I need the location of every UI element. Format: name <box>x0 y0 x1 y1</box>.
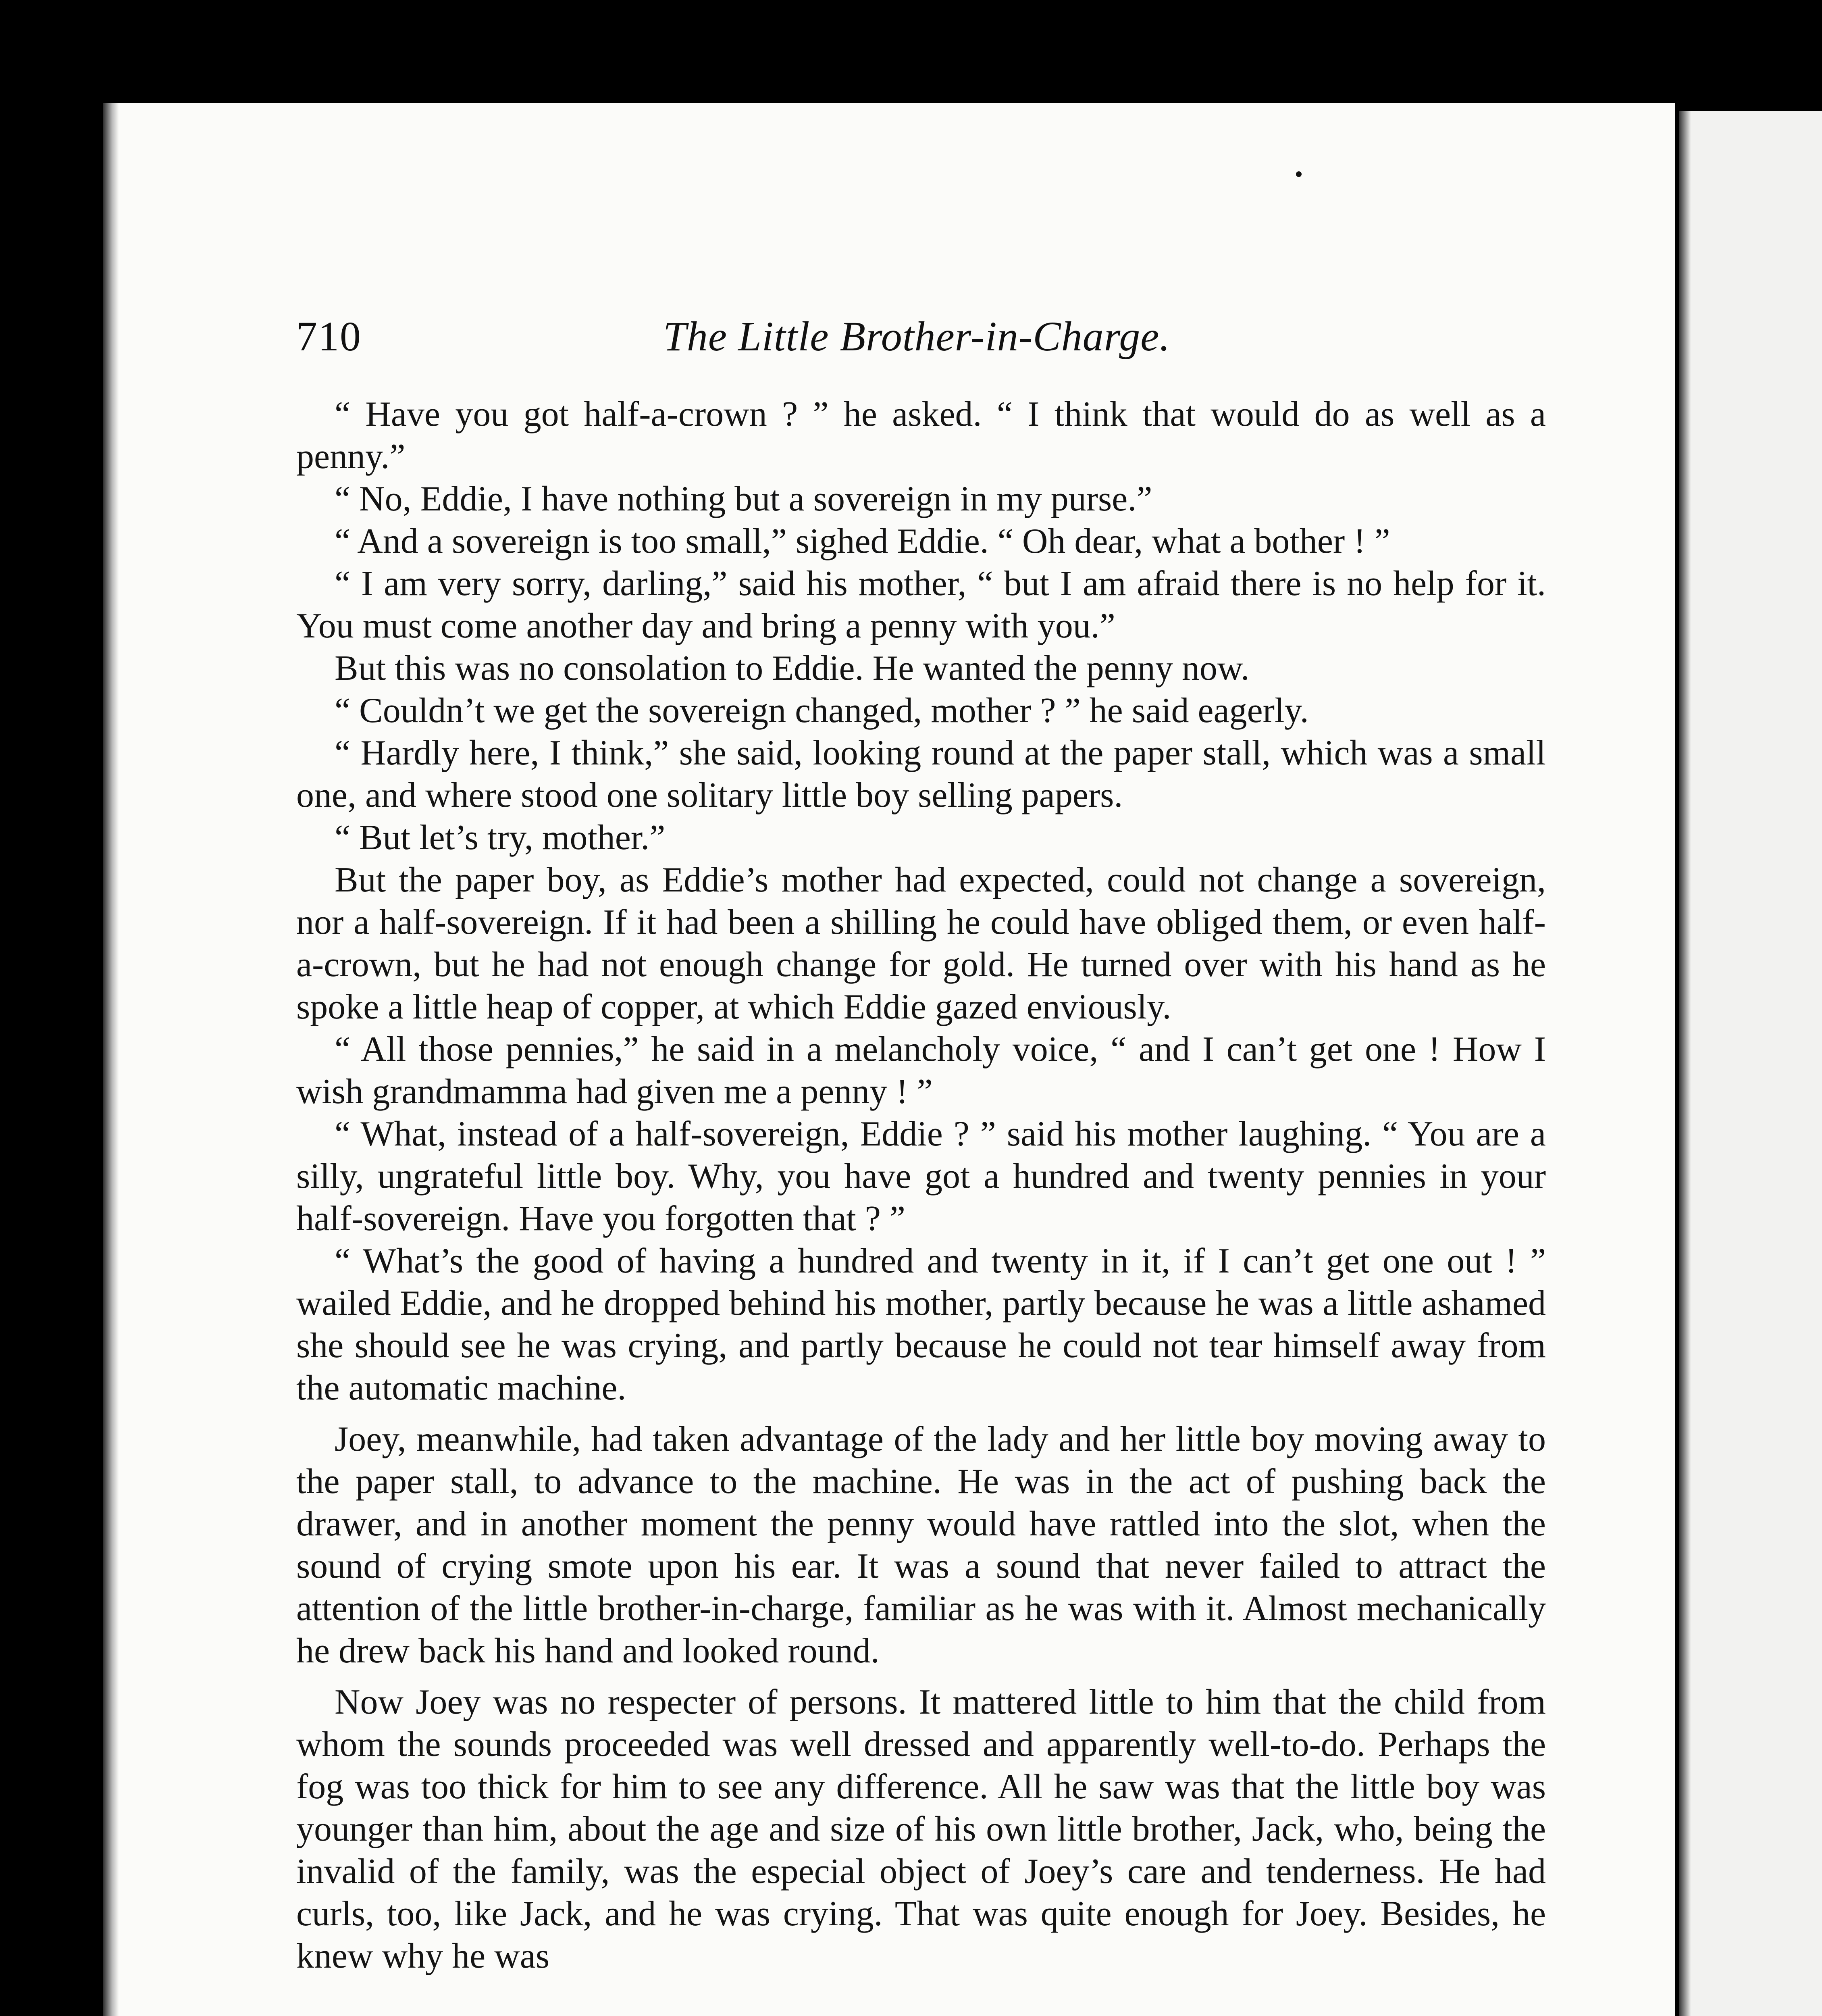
running-head <box>296 308 1546 365</box>
paragraph: Now Joey was no respecter of persons. It mattered little to him that the child from whom the sounds proceeded was well dressed and apparently well-to-do. Perhaps the fog was too thick for him to see any difference. All he saw was that the little boy was younger than him, about the age and size of his own little brother, Jack, who, being the invalid of the family, was the especial object of Joey’s care and tenderness. He had curls, too, like Jack, and he was crying. That was quite enough for Joey. Besides, he knew why he was <box>296 1683 1546 1976</box>
body-text <box>296 393 1546 1977</box>
paragraph: “ And a sovereign is too small,” sighed Eddie. “ Oh dear, what a bother ! ” <box>335 522 1390 561</box>
running-title: The Little Brother-in-Charge. <box>663 313 1171 360</box>
page-number: 710 <box>296 313 362 360</box>
paragraph: “ But let’s try, mother.” <box>335 818 666 857</box>
paragraph: Joey, meanwhile, had taken advantage of the lady and her little boy moving away to the paper stall, to advance to the machine. He was in the act of pushing back the drawer, and in another moment the penny would have rattled into the slot, when the sound of crying smote upon his ear. It was a sound that never failed to attract the attention of the little brother-in-charge, familiar as he was with it. Almost mechanically he drew back his hand and looked round. <box>296 1420 1546 1670</box>
facing-page-edge <box>1679 111 1822 2016</box>
paragraph: But the paper boy, as Eddie’s mother had expected, could not change a sovereign, nor a half-sovereign. If it had been a shilling he could have obliged them, or even half-a-crown, but he had not enough change for gold. He turned over with his hand as he spoke a little heap of copper, at which Eddie gazed enviously. <box>296 860 1546 1027</box>
paragraph: But this was no consolation to Eddie. He wanted the penny now. <box>335 649 1250 688</box>
facing-page-shadow <box>1679 111 1691 2016</box>
paragraph: “ What’s the good of having a hundred and twenty in it, if I can’t get one out ! ” wailed Eddie, and he dropped behind his mother, partly because he was a little ashamed she should see he was crying, and partly because he could not tear himself away from the automatic machine. <box>296 1241 1546 1408</box>
paragraph: “ I am very sorry, darling,” said his mother, “ but I am afraid there is no help for it. You must come another day and bring a penny with you.” <box>296 564 1546 646</box>
paragraph: “ Hardly here, I think,” she said, looking round at the paper stall, which was a small one, and where stood one solitary little boy selling papers. <box>296 733 1546 815</box>
paragraph: “ No, Eddie, I have nothing but a sovereign in my purse.” <box>335 479 1152 519</box>
dust-speck <box>1296 171 1302 177</box>
paragraph: “ What, instead of a half-sovereign, Eddie ? ” said his mother laughing. “ You are a silly, ungrateful little boy. Why, you have got a hundred and twenty pennies in your half-sovereign. Have you forgotten that ? ” <box>296 1114 1546 1238</box>
paragraph: “ Have you got half-a-crown ? ” he asked. “ I think that would do as well as a penny.” <box>296 395 1546 476</box>
page-edge-shadow <box>103 103 119 2016</box>
book-page <box>103 103 1675 2016</box>
paragraph: “ All those pennies,” he said in a melancholy voice, “ and I can’t get one ! How I wish grandmamma had given me a penny ! ” <box>296 1030 1546 1111</box>
paragraph: “ Couldn’t we get the sovereign changed, mother ? ” he said eagerly. <box>335 691 1309 730</box>
